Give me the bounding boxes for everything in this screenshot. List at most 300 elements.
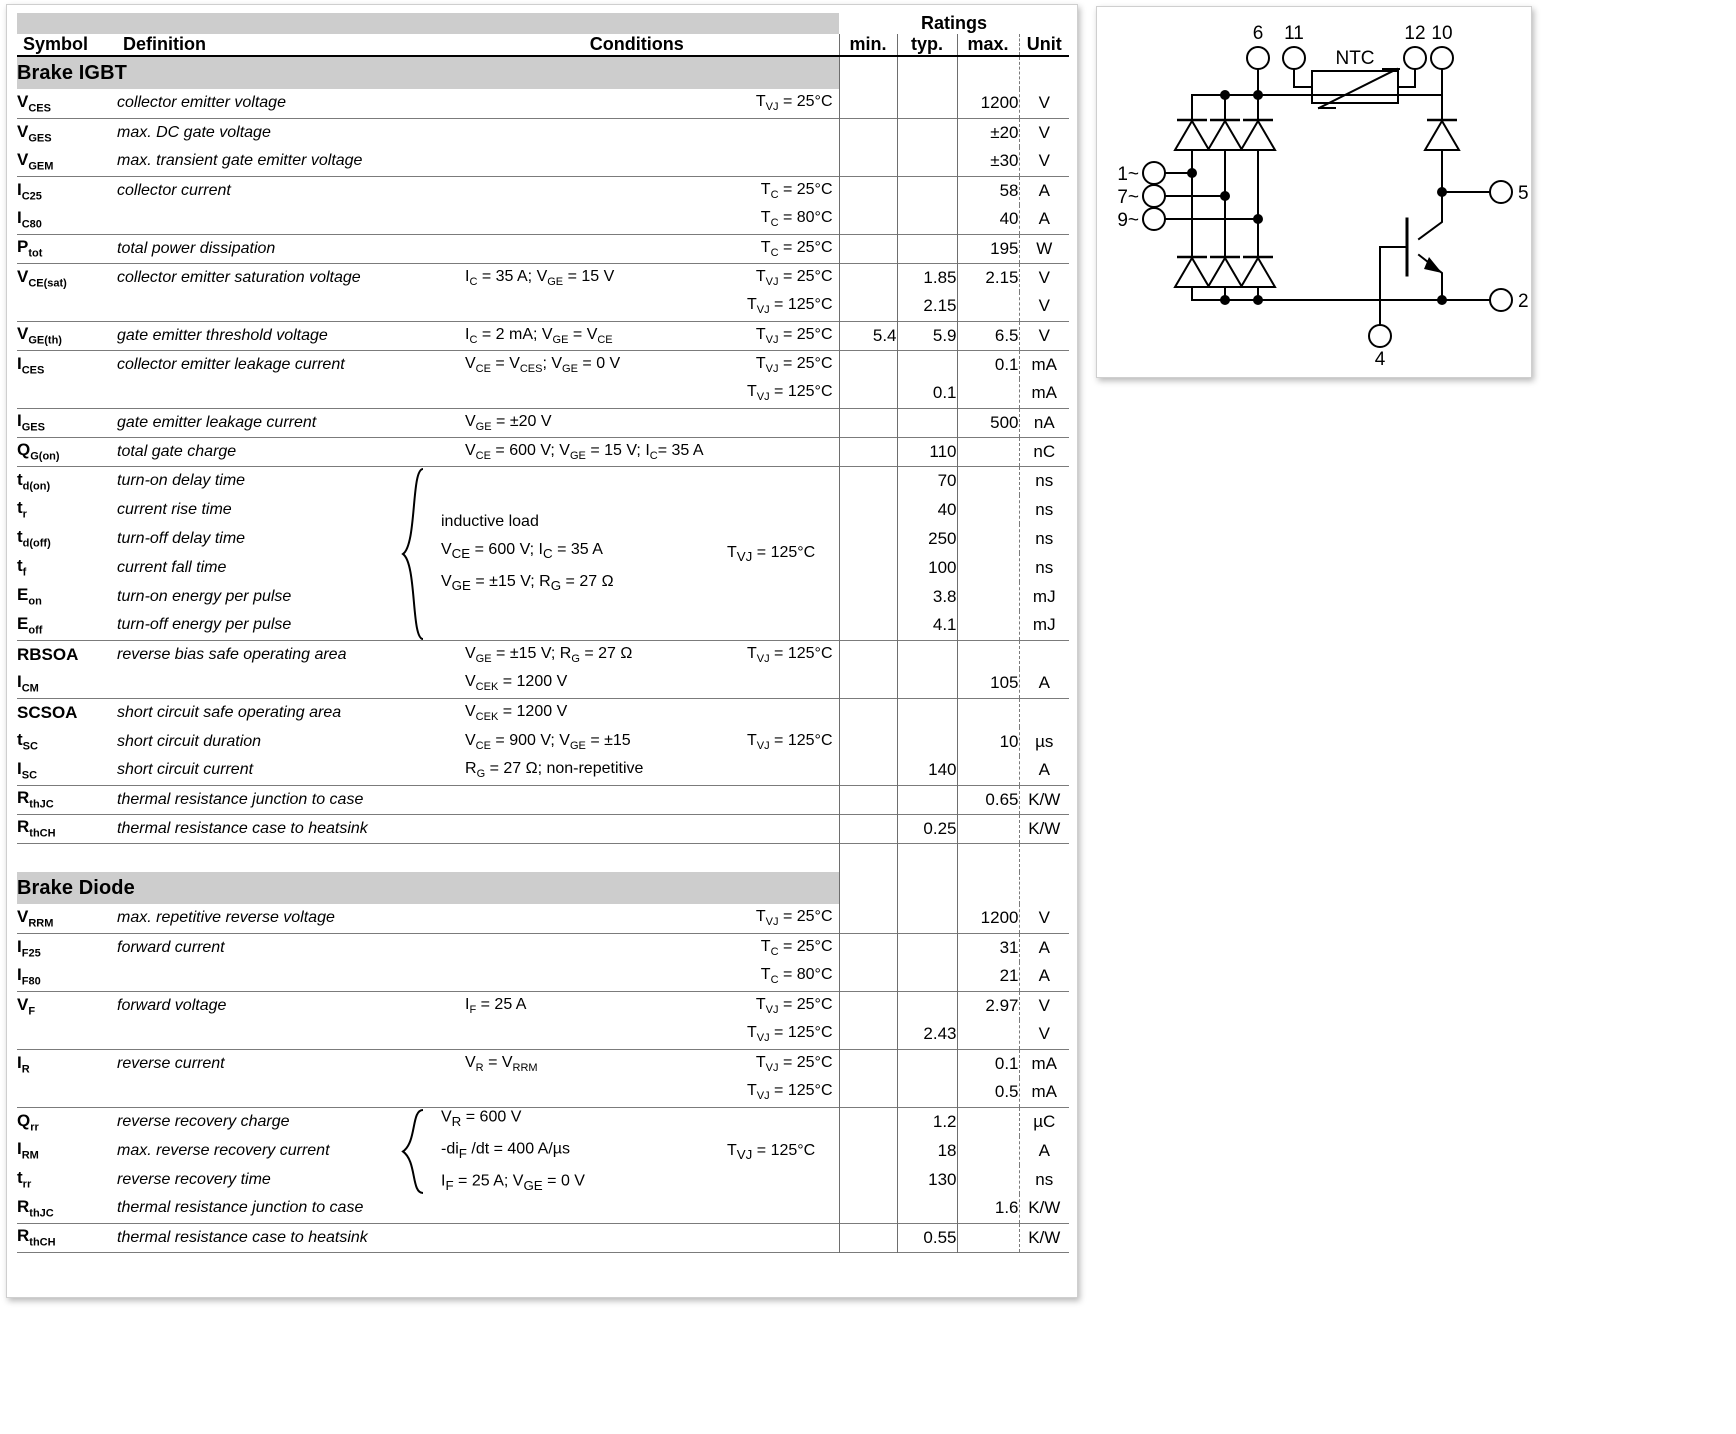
- section-header-brake-igbt: [17, 56, 1069, 89]
- row-max: 0.1: [957, 350, 1019, 379]
- table-row: [17, 234, 1069, 263]
- row-max: 1200: [957, 904, 1019, 933]
- row-max: 105: [957, 669, 1019, 698]
- row-unit: V: [1019, 263, 1069, 292]
- row-max: ±30: [957, 147, 1019, 176]
- row-typ: 1.85: [897, 263, 957, 292]
- row-min: [839, 379, 897, 408]
- row-typ: 0.25: [897, 814, 957, 843]
- row-unit: nA: [1019, 408, 1069, 437]
- row-conditions: $T_{VJ} = 25^\circ C$: [755, 908, 833, 929]
- terminal-label-12: 12: [1404, 23, 1426, 44]
- row-unit: V: [1019, 991, 1069, 1020]
- row-typ: 4.1: [897, 611, 957, 640]
- row-definition: thermal resistance case to heatsink: [117, 819, 368, 837]
- spacer-row: [17, 843, 1069, 872]
- row-unit: mA: [1019, 379, 1069, 408]
- row-typ: 1.2: [897, 1107, 957, 1136]
- row-typ: [897, 669, 957, 698]
- terminal-label-10: 10: [1431, 23, 1453, 44]
- row-unit: A: [1019, 933, 1069, 962]
- section-title: Brake IGBT: [17, 56, 839, 89]
- row-symbol: $I_{SC}$: [17, 759, 38, 782]
- row-definition: max. DC gate voltage: [117, 123, 271, 141]
- row-min: [839, 466, 897, 495]
- row-unit: V: [1019, 118, 1069, 147]
- table-row: [17, 176, 1069, 205]
- note-line-1: $V_R = 600$ V: [441, 1108, 522, 1129]
- row-typ: 0.1: [897, 379, 957, 408]
- table-row: [17, 350, 1069, 379]
- table-row: [17, 553, 1069, 582]
- row-unit: A: [1019, 756, 1069, 785]
- row-max: 500: [957, 408, 1019, 437]
- table-row: [17, 379, 1069, 408]
- row-typ: [897, 698, 957, 727]
- table-row: [17, 785, 1069, 814]
- row-symbol: $I_{CM}$: [17, 672, 39, 695]
- row-unit: V: [1019, 147, 1069, 176]
- row-definition: [117, 962, 435, 991]
- row-typ: [897, 1078, 957, 1107]
- row-conditions: $T_C = 25^\circ C$: [760, 238, 833, 259]
- row-definition: total power dissipation: [117, 239, 276, 257]
- row-min: [839, 553, 897, 582]
- row-conditions: [435, 785, 839, 814]
- row-unit: [1019, 640, 1069, 669]
- row-typ: [897, 408, 957, 437]
- col-definition: Definition: [123, 34, 206, 54]
- row-symbol: $I_{C80}$: [17, 208, 42, 231]
- col-max: max.: [957, 34, 1019, 56]
- row-typ: [897, 234, 957, 263]
- row-min: [839, 933, 897, 962]
- row-unit: µs: [1019, 727, 1069, 756]
- ratings-table: [17, 13, 1069, 1253]
- row-conditions: [435, 1136, 839, 1165]
- row-typ: [897, 991, 957, 1020]
- table-row: [17, 321, 1069, 350]
- row-unit: A: [1019, 176, 1069, 205]
- row-min: [839, 234, 897, 263]
- row-unit: V: [1019, 89, 1069, 118]
- row-typ: 140: [897, 756, 957, 785]
- note-line-2: $V_{CE} = 600$ V; $I_C = 35$ A: [441, 540, 603, 561]
- table-row: [17, 991, 1069, 1020]
- table-row: [17, 1020, 1069, 1049]
- row-min: [839, 727, 897, 756]
- row-max: [957, 1136, 1019, 1165]
- row-max: 0.1: [957, 1049, 1019, 1078]
- row-symbol: $t_{SC}$: [17, 730, 38, 753]
- table-row: [17, 814, 1069, 843]
- row-definition: reverse bias safe operating area: [117, 645, 347, 663]
- row-max: [957, 553, 1019, 582]
- table-row: [17, 1165, 1069, 1194]
- row-max: ±20: [957, 118, 1019, 147]
- row-symbol: [17, 1020, 117, 1049]
- row-max: [957, 1107, 1019, 1136]
- row-typ: 3.8: [897, 582, 957, 611]
- column-header-row: [17, 34, 1069, 56]
- row-unit: A: [1019, 205, 1069, 234]
- terminal-label-9: 9~: [1117, 210, 1139, 231]
- row-typ: [897, 640, 957, 669]
- row-symbol: $t_{rr}$: [17, 1168, 32, 1191]
- row-conditions: $V_{CE} = V_{CES}$; $V_{GE} = 0$ V $T_{VJ} = 25^\circ C$: [465, 354, 833, 375]
- table-row: [17, 1107, 1069, 1136]
- ratings-header-row: [17, 13, 1069, 34]
- row-max: [957, 524, 1019, 553]
- row-min: [839, 611, 897, 640]
- row-unit: ns: [1019, 466, 1069, 495]
- row-definition: reverse current: [117, 1054, 225, 1072]
- row-max: [957, 292, 1019, 321]
- row-typ: 5.9: [897, 321, 957, 350]
- row-unit: V: [1019, 904, 1069, 933]
- row-symbol: $R_{thCH}$: [17, 817, 56, 840]
- row-typ: [897, 350, 957, 379]
- row-min: [839, 292, 897, 321]
- note-line-3: $I_F = 25$ A; $V_{GE} = 0$ V: [441, 1172, 585, 1193]
- row-min: [839, 176, 897, 205]
- row-symbol: $R_{thJC}$: [17, 1197, 54, 1220]
- row-conditions: [435, 553, 839, 582]
- row-unit: A: [1019, 1136, 1069, 1165]
- table-row: [17, 437, 1069, 466]
- table-row: [17, 904, 1069, 933]
- row-max: [957, 437, 1019, 466]
- terminal-label-2: 2: [1518, 291, 1529, 312]
- row-symbol: $Q_{rr}$: [17, 1110, 39, 1133]
- row-max: [957, 611, 1019, 640]
- note-line-3: $V_{GE} = \pm 15$ V; $R_G = 27$ Ω: [441, 573, 614, 594]
- col-min: min.: [839, 34, 897, 56]
- section-title: Brake Diode: [17, 872, 839, 904]
- table-row: [17, 933, 1069, 962]
- row-symbol: $V_{RRM}$: [17, 907, 54, 930]
- row-max: 40: [957, 205, 1019, 234]
- row-max: 2.15: [957, 263, 1019, 292]
- row-min: [839, 582, 897, 611]
- row-definition: [117, 1020, 435, 1049]
- row-typ: [897, 785, 957, 814]
- col-unit: Unit: [1019, 34, 1069, 56]
- row-definition: short circuit safe operating area: [117, 703, 342, 721]
- row-typ: [897, 147, 957, 176]
- row-conditions: [435, 147, 839, 176]
- row-definition: [117, 205, 435, 234]
- row-conditions: [435, 495, 839, 524]
- row-symbol: $I_{F25}$: [17, 936, 41, 959]
- table-row: [17, 292, 1069, 321]
- row-symbol: $V_{CE(sat)}$: [17, 266, 67, 289]
- row-conditions: [435, 524, 839, 553]
- row-min: [839, 904, 897, 933]
- row-min: [839, 205, 897, 234]
- table-row: [17, 962, 1069, 991]
- row-definition: [117, 379, 435, 408]
- table-row: [17, 1194, 1069, 1223]
- row-definition: collector emitter voltage: [117, 94, 286, 112]
- row-symbol: $I_{GES}$: [17, 411, 45, 434]
- row-symbol: $I_{F80}$: [17, 965, 41, 988]
- row-max: 2.97: [957, 991, 1019, 1020]
- row-symbol: $E_{on}$: [17, 585, 42, 608]
- row-definition: max. transient gate emitter voltage: [117, 152, 363, 170]
- row-symbol: $V_{CES}$: [17, 92, 51, 115]
- row-conditions: [435, 466, 839, 495]
- row-unit: ns: [1019, 553, 1069, 582]
- col-conditions: Conditions: [589, 34, 684, 54]
- row-conditions: [435, 1165, 839, 1194]
- row-conditions: $T_{VJ} = 125^\circ C$: [746, 1024, 833, 1045]
- row-unit: ns: [1019, 1165, 1069, 1194]
- row-conditions: $T_{VJ} = 125^\circ C$: [746, 1082, 833, 1103]
- row-unit: [1019, 698, 1069, 727]
- table-row: [17, 1078, 1069, 1107]
- row-unit: ns: [1019, 495, 1069, 524]
- row-conditions: $T_{VJ} = 25^\circ C$: [755, 93, 833, 114]
- ntc-label: NTC: [1335, 48, 1375, 69]
- row-definition: thermal resistance junction to case: [117, 790, 364, 808]
- row-min: [839, 1194, 897, 1223]
- row-unit: A: [1019, 962, 1069, 991]
- table-row: [17, 495, 1069, 524]
- note-line-2: $-di_F$ /dt = 400 A/µs: [441, 1140, 570, 1161]
- row-definition: [117, 669, 435, 698]
- row-definition: turn-off energy per pulse: [117, 616, 292, 634]
- row-unit: V: [1019, 292, 1069, 321]
- row-typ: 2.43: [897, 1020, 957, 1049]
- row-unit: mA: [1019, 350, 1069, 379]
- row-max: [957, 495, 1019, 524]
- row-conditions: $T_{VJ} = 125^\circ C$: [746, 296, 833, 317]
- note-temperature: $T_{VJ} = 125^\circ C$: [727, 1141, 816, 1162]
- col-symbol: Symbol: [23, 34, 89, 54]
- ratings-group-label: Ratings: [921, 13, 988, 33]
- row-max: 6.5: [957, 321, 1019, 350]
- row-min: [839, 640, 897, 669]
- row-typ: 110: [897, 437, 957, 466]
- table-row: [17, 756, 1069, 785]
- table-row: [17, 1136, 1069, 1165]
- row-min: [839, 1136, 897, 1165]
- table-row: [17, 669, 1069, 698]
- row-definition: max. reverse recovery current: [117, 1141, 330, 1159]
- row-typ: [897, 89, 957, 118]
- table-row: [17, 147, 1069, 176]
- row-typ: [897, 1194, 957, 1223]
- row-conditions: $V_R = V_{RRM}$ $T_{VJ} = 25^\circ C$: [465, 1053, 833, 1074]
- table-row: [17, 640, 1069, 669]
- row-min: [839, 408, 897, 437]
- row-unit: mA: [1019, 1049, 1069, 1078]
- row-conditions: [435, 814, 839, 843]
- row-conditions: $I_C = 2$ mA; $V_{GE} = V_{CE}$ $T_{VJ} = 25^\circ C$: [465, 325, 833, 346]
- row-typ: 70: [897, 466, 957, 495]
- col-typ: typ.: [897, 34, 957, 56]
- row-unit: mA: [1019, 1078, 1069, 1107]
- row-conditions: [435, 1194, 839, 1223]
- row-conditions: $I_F = 25$ A $T_{VJ} = 25^\circ C$: [465, 995, 833, 1016]
- row-min: [839, 1049, 897, 1078]
- row-symbol: [17, 379, 117, 408]
- row-min: [839, 147, 897, 176]
- table-row: [17, 263, 1069, 292]
- note-temperature: $T_{VJ} = 125^\circ C$: [727, 543, 816, 565]
- row-unit: V: [1019, 321, 1069, 350]
- row-symbol: $I_R$: [17, 1052, 30, 1075]
- row-unit: A: [1019, 669, 1069, 698]
- row-max: 1200: [957, 89, 1019, 118]
- row-unit: mJ: [1019, 611, 1069, 640]
- row-unit: K/W: [1019, 814, 1069, 843]
- row-min: [839, 118, 897, 147]
- row-definition: turn-on delay time: [117, 471, 246, 489]
- row-conditions: [435, 118, 839, 147]
- row-conditions: $V_{CEK} = 1200$ V: [465, 673, 568, 694]
- row-symbol: $t_f$: [17, 556, 27, 579]
- row-definition: collector emitter saturation voltage: [117, 268, 361, 286]
- row-definition: max. repetitive reverse voltage: [117, 909, 335, 927]
- table-row: [17, 89, 1069, 118]
- row-typ: 250: [897, 524, 957, 553]
- table-row: [17, 524, 1069, 553]
- row-symbol: $R_{thJC}$: [17, 788, 54, 811]
- note-line-1: inductive load: [441, 512, 539, 530]
- row-unit: W: [1019, 234, 1069, 263]
- row-symbol: $Q_{G(on)}$: [17, 440, 60, 463]
- ratings-table-body: [17, 13, 1069, 1252]
- row-conditions: $V_{CE} = 600$ V; $V_{GE} = 15$ V; $I_C= 35$ A: [465, 441, 704, 462]
- row-typ: 130: [897, 1165, 957, 1194]
- row-conditions: $T_C = 25^\circ C$: [760, 180, 833, 201]
- row-max: 10: [957, 727, 1019, 756]
- row-unit: µC: [1019, 1107, 1069, 1136]
- row-min: [839, 962, 897, 991]
- row-min: [839, 669, 897, 698]
- row-min: [839, 89, 897, 118]
- row-min: [839, 756, 897, 785]
- section-header-brake-diode: [17, 872, 1069, 904]
- row-typ: 40: [897, 495, 957, 524]
- row-definition: [117, 292, 435, 321]
- row-conditions: $V_{GE} = \pm 15$ V; $R_G = 27$ Ω $T_{VJ} = 125^\circ C$: [465, 644, 833, 665]
- table-row: [17, 582, 1069, 611]
- row-conditions: $R_G = 27$ Ω; non-repetitive: [465, 760, 644, 781]
- row-conditions: $T_C = 25^\circ C$: [760, 937, 833, 958]
- row-min: [839, 437, 897, 466]
- row-conditions: $I_C = 35$ A; $V_{GE} = 15$ V $T_{VJ} = 25^\circ C$: [465, 267, 833, 288]
- row-max: 0.5: [957, 1078, 1019, 1107]
- row-conditions: $T_C = 80^\circ C$: [760, 966, 833, 987]
- row-symbol: $I_{C25}$: [17, 179, 42, 202]
- row-definition: thermal resistance case to heatsink: [117, 1228, 368, 1246]
- row-typ: [897, 205, 957, 234]
- row-definition: collector emitter leakage current: [117, 355, 345, 373]
- row-conditions: [435, 1223, 839, 1252]
- row-max: [957, 582, 1019, 611]
- row-conditions: $V_{CE} = 900$ V; $V_{GE} = \pm 15$ $T_{VJ} = 125^\circ C$: [465, 731, 833, 752]
- row-min: [839, 698, 897, 727]
- row-min: [839, 1020, 897, 1049]
- row-max: 21: [957, 962, 1019, 991]
- row-typ: [897, 962, 957, 991]
- row-min: 5.4: [839, 321, 897, 350]
- circuit-schematic: [1097, 7, 1531, 375]
- table-row: [17, 1049, 1069, 1078]
- row-min: [839, 524, 897, 553]
- row-max: [957, 756, 1019, 785]
- row-symbol: $I_{RM}$: [17, 1139, 39, 1162]
- row-max: [957, 1020, 1019, 1049]
- row-definition: forward current: [117, 938, 225, 956]
- row-conditions: [435, 582, 839, 611]
- row-min: [839, 1223, 897, 1252]
- row-conditions: $V_{GE} = \pm 20$ V: [465, 412, 552, 433]
- terminal-label-1: 1~: [1117, 164, 1139, 185]
- row-max: [957, 640, 1019, 669]
- row-max: 31: [957, 933, 1019, 962]
- row-conditions: [435, 1107, 839, 1136]
- row-max: [957, 466, 1019, 495]
- row-definition: thermal resistance junction to case: [117, 1199, 364, 1217]
- row-max: 1.6: [957, 1194, 1019, 1223]
- row-min: [839, 785, 897, 814]
- row-max: 0.65: [957, 785, 1019, 814]
- table-row: [17, 205, 1069, 234]
- row-symbol: $t_{d(off)}$: [17, 527, 51, 550]
- row-unit: K/W: [1019, 1194, 1069, 1223]
- row-unit: nC: [1019, 437, 1069, 466]
- row-symbol: $E_{off}$: [17, 614, 43, 637]
- row-definition: reverse recovery time: [117, 1170, 271, 1188]
- row-min: [839, 1107, 897, 1136]
- row-typ: 2.15: [897, 292, 957, 321]
- row-unit: V: [1019, 1020, 1069, 1049]
- row-definition: current fall time: [117, 558, 227, 576]
- row-max: 58: [957, 176, 1019, 205]
- row-definition: short circuit duration: [117, 732, 262, 750]
- row-typ: 18: [897, 1136, 957, 1165]
- row-unit: K/W: [1019, 785, 1069, 814]
- terminal-label-11: 11: [1284, 23, 1304, 44]
- row-symbol: RBSOA: [17, 644, 79, 664]
- table-row: [17, 698, 1069, 727]
- row-definition: turn-off delay time: [117, 529, 246, 547]
- row-min: [839, 991, 897, 1020]
- row-symbol: $t_r$: [17, 498, 27, 521]
- row-symbol: [17, 1078, 117, 1107]
- row-max: [957, 1223, 1019, 1252]
- row-conditions: $T_{VJ} = 125^\circ C$: [746, 383, 833, 404]
- row-typ: 100: [897, 553, 957, 582]
- row-min: [839, 263, 897, 292]
- row-symbol: $V_{GEM}$: [17, 150, 54, 173]
- row-typ: [897, 1049, 957, 1078]
- row-typ: 0.55: [897, 1223, 957, 1252]
- table-row: [17, 118, 1069, 147]
- row-symbol: $V_{GE(th)}$: [17, 324, 62, 347]
- row-definition: [117, 1078, 435, 1107]
- row-typ: [897, 933, 957, 962]
- row-definition: reverse recovery charge: [117, 1112, 290, 1130]
- row-min: [839, 495, 897, 524]
- terminal-label-7: 7~: [1117, 187, 1139, 208]
- row-symbol: $I_{CES}$: [17, 353, 45, 376]
- row-definition: collector current: [117, 181, 231, 199]
